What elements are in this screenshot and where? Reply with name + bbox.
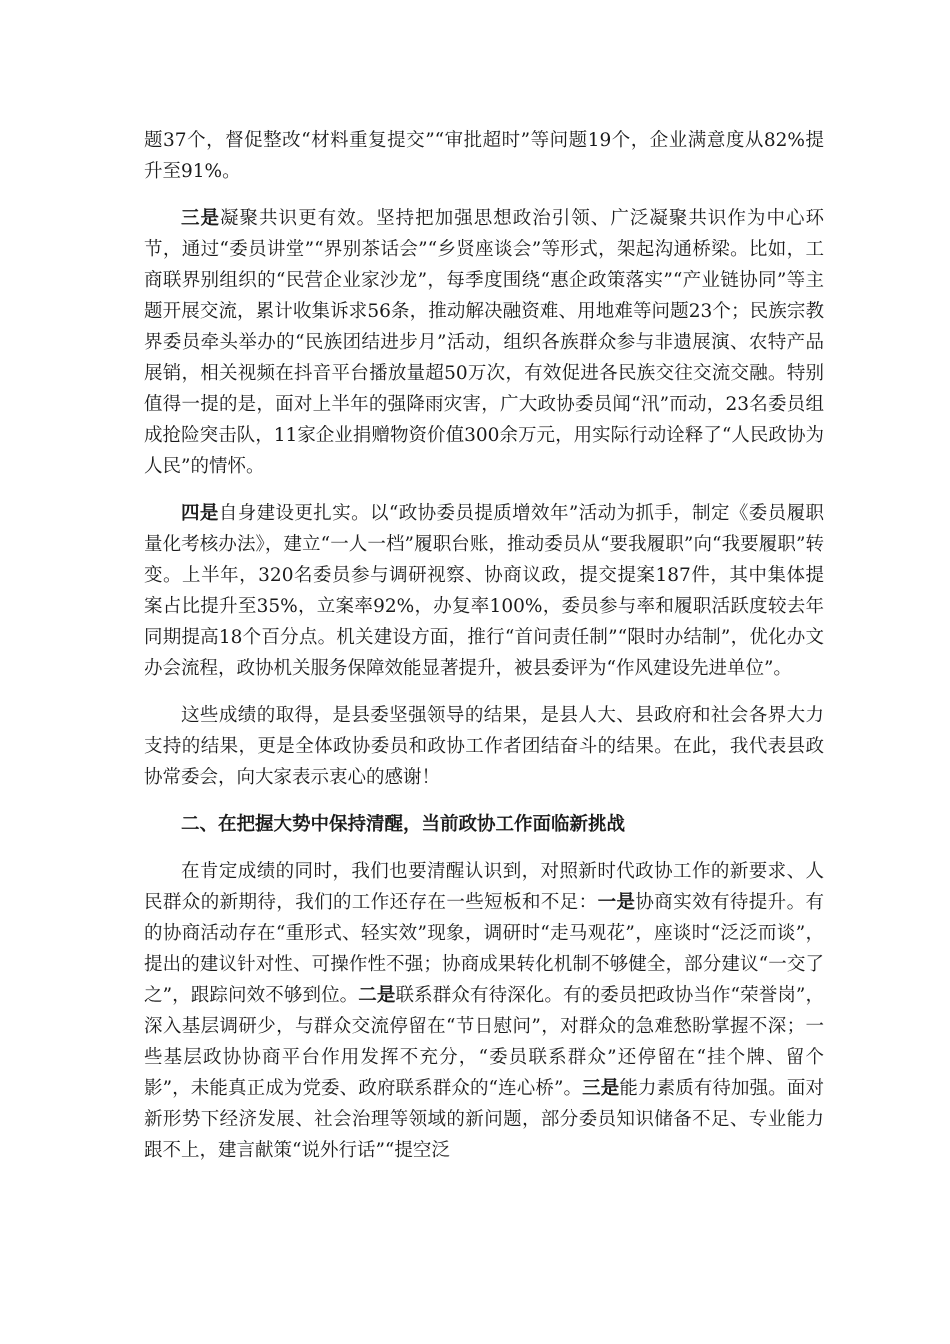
document-body (144, 125, 824, 1182)
paragraph-lead: 一是 (597, 892, 636, 913)
paragraph-text: 题37个，督促整改“材料重复提交”“审批超时”等问题19个，企业满意度从82%提升至91%。 (144, 130, 824, 182)
paragraph-lead: 二是 (358, 985, 396, 1006)
paragraph-thanks (144, 700, 824, 793)
paragraph-text: 凝聚共识更有效。坚持把加强思想政治引领、广泛凝聚共识作为中心环节，通过“委员讲堂”“界别茶话会”“乡贤座谈会”等形式，架起沟通桥梁。比如，工商联界别组织的“民营企业家沙龙”，每季度围绕“惠企政策落实”“产业链协同”等主题开展交流，累计收集诉求56条，推动解决融资难、用地难等问题23个；民族宗教界委员牵头举办的“民族团结进步月”活动，组织各族群众参与非遗展演、农特产品展销，相关视频在抖音平台播放量超50万次，有效促进各民族交往交流交融。特别值得一提的是，面对上半年的强降雨灾害，广大政协委员闻“汛”而动，23名委员组成抢险突击队，11家企业捐赠物资价值300余万元，用实际行动诠释了“人民政协为人民”的情怀。 (144, 208, 824, 477)
paragraph-text: 自身建设更扎实。以“政协委员提质增效年”活动为抓手，制定《委员履职量化考核办法》，建立“一人一档”履职台账，推动委员从“要我履职”向“我要履职”转变。上半年，320名委员参与调研视察、协商议政，提交提案187件，其中集体提案占比提升至35%，立案率92%，办复率100%，委员参与率和履职活跃度较去年同期提高18个百分点。机关建设方面，推行“首问责任制”“限时办结制”，优化办文办会流程，政协机关服务保障效能显著提升，被县委评为“作风建设先进单位”。 (144, 503, 824, 679)
paragraph-continued (144, 125, 824, 187)
paragraph-text: 协商实效有待提升。有的协商活动存在“重形式、轻实效”现象，调研时“走马观花”，座谈时“泛泛而谈”，提出的建议针对性、可操作性不强；协商成果转化机制不够健全，部分建议“一交了之”，跟踪问效不够到位。 (144, 892, 824, 1006)
paragraph-text: 这些成绩的取得，是县委坚强领导的结果，是县人大、县政府和社会各界大力支持的结果，更是全体政协委员和政协工作者团结奋斗的结果。在此，我代表县政协常委会，向大家表示衷心的感谢！ (144, 705, 824, 788)
paragraph-lead: 四是 (181, 503, 219, 524)
paragraph-text: 在肯定成绩的同时，我们也要清醒认识到，对照新时代政协工作的新要求、人民群众的新期待，我们的工作还存在一些短板和不足： (144, 861, 824, 913)
paragraph-challenges (144, 856, 824, 1166)
paragraph-text: 能力素质有待加强。面对新形势下经济发展、社会治理等领域的新问题，部分委员知识储备不足、专业能力跟不上，建言献策“说外行话”“提空泛 (144, 1078, 824, 1161)
paragraph-lead: 三是 (181, 208, 221, 229)
section-heading: 二、在把握大势中保持清醒，当前政协工作面临新挑战 (181, 814, 626, 835)
paragraph-fourth-point (144, 498, 824, 684)
paragraph-third-point (144, 203, 824, 482)
paragraph-lead: 三是 (582, 1078, 620, 1099)
paragraph-text: 联系群众有待深化。有的委员把政协当作“荣誉岗”，深入基层调研少，与群众交流停留在“节日慰问”，对群众的急难愁盼掌握不深；一些基层政协协商平台作用发挥不充分，“委员联系群众”还停留在“挂个牌、留个影”，未能真正成为党委、政府联系群众的“连心桥”。 (144, 985, 824, 1099)
